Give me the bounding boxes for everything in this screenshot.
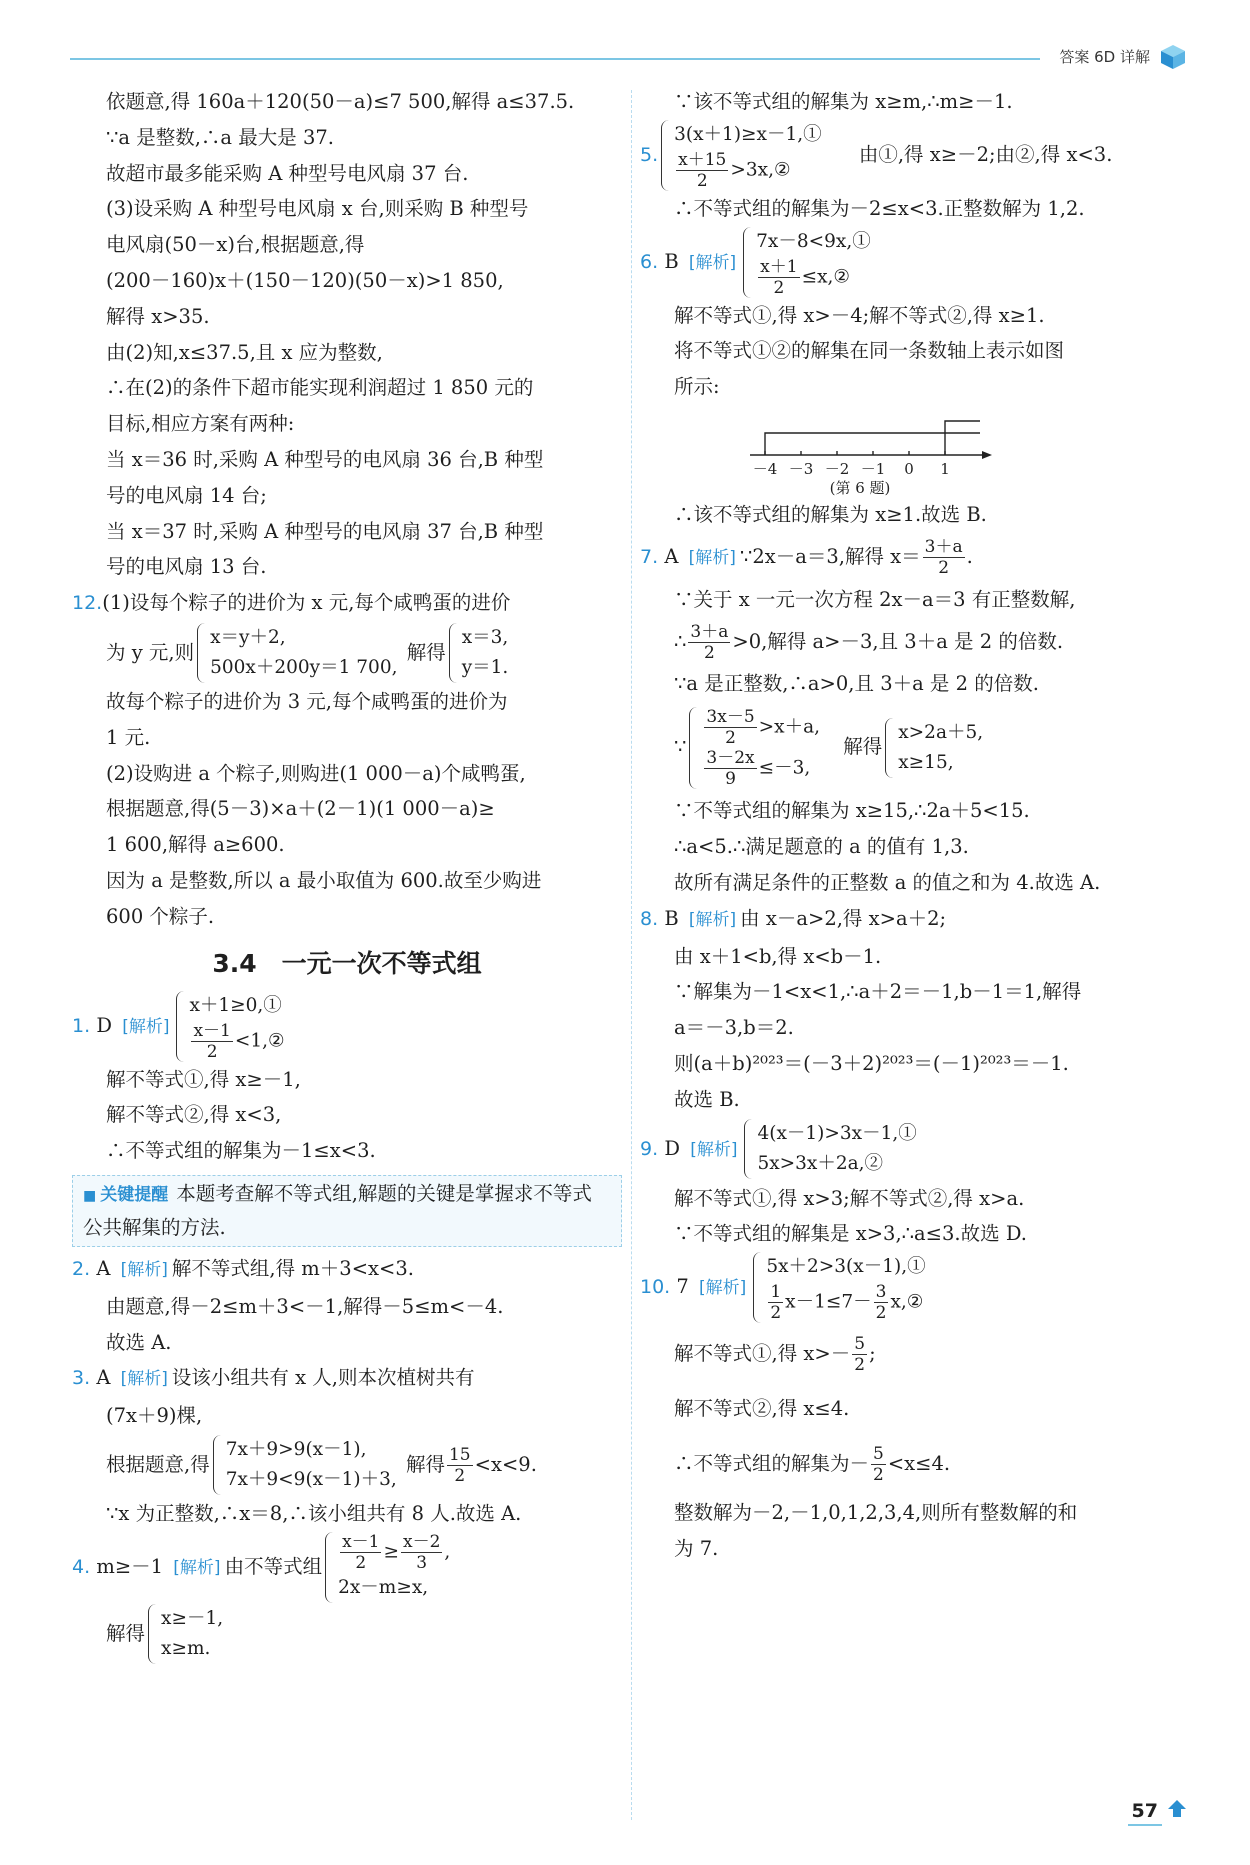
inequality-row: x≥15, — [898, 751, 954, 773]
header-rule — [70, 58, 1040, 60]
brace — [176, 991, 185, 1062]
question-number: 8. — [640, 907, 659, 930]
text-line: ∵解集为－1<x<1,∴a＋2＝－1,b－1＝1,解得 — [674, 980, 1082, 1004]
inequality-row: 5x＋2>3(x－1),① — [766, 1256, 926, 1278]
question-number: 12. — [72, 592, 103, 615]
fraction — [191, 1021, 232, 1062]
text-line: (3)设采购 A 种型号电风扇 x 台,则采购 B 种型号 — [106, 197, 529, 221]
right-column — [640, 84, 1205, 1567]
arrow-right-icon — [982, 451, 992, 459]
question-number: 3. — [72, 1367, 91, 1390]
fraction — [340, 1532, 381, 1573]
text-line: ∵关于 x 一元一次方程 2x－a＝3 有正整数解, — [674, 587, 1076, 611]
inequality-row — [766, 1282, 925, 1323]
text-line: (7x＋9)棵, — [106, 1404, 203, 1428]
numerator: 3＋a — [690, 621, 729, 642]
question-number: 2. — [72, 1257, 91, 1280]
q11-continuation — [72, 84, 622, 585]
brace — [449, 623, 458, 683]
answer-value: 7 — [676, 1275, 689, 1299]
inequality-system — [661, 120, 822, 191]
text-line: 所示: — [674, 375, 720, 399]
inequality-row: 7x＋9>9(x－1), — [225, 1439, 367, 1461]
text-line: 由题意,得－2≤m＋3<－1,解得－5≤m<－4. — [106, 1294, 504, 1318]
fraction — [852, 1334, 867, 1375]
question-3 — [72, 1360, 622, 1531]
denominator: 2 — [873, 1465, 884, 1486]
text-fragment: ≥ — [383, 1541, 399, 1563]
question-number: 6. — [640, 250, 659, 273]
text-fragment: 解得 — [405, 1452, 445, 1476]
answer-choice: B — [664, 906, 679, 930]
text-fragment: <1,② — [234, 1030, 285, 1052]
text-line: a＝－3,b＝2. — [674, 1016, 794, 1040]
text-line: ∵不等式组的解集为 x≥15,∴2a＋5<15. — [674, 799, 1030, 823]
analysis-tag: [解析] — [120, 1369, 168, 1390]
numerator: 5 — [873, 1444, 884, 1465]
brace — [148, 1604, 157, 1664]
inequality-system — [744, 1119, 916, 1179]
analysis-tag: [解析] — [688, 547, 736, 568]
answer-choice: A — [96, 1366, 111, 1390]
text-line: (1)设每个粽子的进价为 x 元,每个咸鸭蛋的进价 — [102, 591, 511, 615]
tick-label: －1 — [860, 459, 886, 478]
inequality-row — [702, 707, 820, 748]
answer-choice: A — [96, 1256, 111, 1280]
denominator: 2 — [938, 557, 950, 578]
numerator: 5 — [854, 1334, 866, 1355]
fraction — [676, 150, 728, 191]
text-line: 解不等式①,得 x≥－1, — [106, 1067, 301, 1091]
analysis-tag: [解析] — [122, 1016, 170, 1037]
text-fragment: ≤x,② — [801, 266, 850, 288]
text-line: ∵不等式组的解集是 x>3,∴a≤3.故选 D. — [674, 1222, 1027, 1246]
question-number: 5. — [640, 143, 659, 166]
fraction — [704, 707, 756, 748]
tick-label: －2 — [824, 459, 850, 478]
numerator: 3＋a — [924, 536, 963, 557]
brace — [743, 227, 752, 298]
key-tip-title: 关键提醒 — [100, 1184, 169, 1205]
numerator: x－2 — [403, 1531, 441, 1552]
question-number: 4. — [72, 1555, 91, 1578]
inequality-row: x≥－1, — [161, 1608, 224, 1630]
text-line: 解不等式②,得 x<3, — [106, 1103, 282, 1127]
fraction — [447, 1445, 473, 1486]
text-line: 当 x＝36 时,采购 A 种型号的电风扇 36 台,B 种型 — [106, 447, 544, 471]
denominator: 2 — [875, 1303, 887, 1324]
text-line: ∴不等式组的解集为－1≤x<3. — [106, 1139, 376, 1163]
question-9 — [640, 1118, 1205, 1253]
fraction — [768, 1282, 783, 1323]
analysis-tag: [解析] — [688, 909, 737, 930]
text-fragment: 由不等式组 — [224, 1554, 323, 1578]
numerator: 3－2x — [706, 747, 755, 768]
numerator: 1 — [770, 1282, 782, 1303]
tick-label: －4 — [752, 459, 778, 478]
text-fragment: x,② — [890, 1291, 924, 1313]
inequality-system — [743, 227, 871, 298]
text-fragment: 根据题意,得 — [106, 1452, 210, 1476]
question-6 — [640, 227, 1205, 533]
figure-caption: (第 6 题) — [829, 478, 891, 497]
fraction — [758, 257, 799, 298]
text-fragment: ∵ — [674, 735, 687, 759]
inequality-row — [189, 1021, 284, 1062]
inequality-system — [689, 707, 820, 789]
brace — [197, 623, 206, 683]
text-fragment: ∴不等式组的解集为－ — [674, 1452, 870, 1476]
denominator: 2 — [854, 1355, 866, 1376]
text-line: 600 个粽子. — [106, 904, 215, 928]
analysis-tag: [解析] — [120, 1259, 168, 1280]
tip-square-icon: ■ — [83, 1187, 97, 1204]
question-7 — [640, 533, 1205, 901]
inequality-row: 3(x＋1)≥x－1,① — [674, 123, 822, 145]
left-column — [72, 84, 622, 1665]
denominator: 2 — [696, 170, 708, 191]
question-number: 7. — [640, 545, 659, 568]
text-line: ∵该不等式组的解集为 x≥m,∴m≥－1. — [674, 90, 1013, 113]
text-line: 解得 x>35. — [106, 304, 210, 328]
solution-system — [148, 1604, 223, 1664]
text-fragment: ∴ — [674, 629, 687, 653]
text-fragment: 解不等式组,得 m＋3<x<3. — [171, 1256, 414, 1280]
page-arrow-icon — [1166, 1798, 1188, 1820]
text-line: 1 600,解得 a≥600. — [106, 833, 285, 857]
text-fragment: 设该小组共有 x 人,则本次植树共有 — [171, 1366, 475, 1390]
text-line: 根据题意,得(5－3)×a＋(2－1)(1 000－a)≥ — [106, 797, 495, 821]
denominator: 2 — [206, 1041, 218, 1062]
denominator: 2 — [773, 277, 785, 298]
text-line: 1 元. — [106, 725, 151, 749]
text-line: 由 x＋1<b,得 x<b－1. — [674, 944, 882, 968]
equation-system — [197, 623, 397, 683]
answer-choice: D — [664, 1136, 680, 1160]
brace — [689, 707, 698, 789]
answer-choice: B — [664, 249, 679, 273]
header-title: 答案 6D 详解 — [1051, 46, 1150, 67]
question-5 — [640, 120, 1205, 227]
text-line: 故超市最多能采购 A 种型号电风扇 37 台. — [106, 161, 469, 185]
brace — [744, 1119, 753, 1179]
inequality-row — [702, 748, 820, 789]
text-line: 号的电风扇 13 台. — [106, 555, 267, 579]
text-fragment: 解得 — [406, 640, 446, 664]
solution-system — [449, 623, 509, 683]
text-fragment: 由①,得 x≥－2;由②,得 x<3. — [858, 142, 1113, 166]
equation-row: y＝1. — [461, 657, 509, 679]
denominator: 2 — [770, 1303, 782, 1324]
denominator: 3 — [416, 1552, 428, 1573]
text-line: 解不等式①,得 x>－4;解不等式②,得 x≥1. — [674, 303, 1045, 327]
inequality-system — [753, 1252, 925, 1323]
question-8 — [640, 901, 1205, 1118]
inequality-row: 7x－8<9x,① — [756, 230, 871, 252]
numerator: 15 — [448, 1444, 471, 1465]
inequality-row: 4(x－1)>3x－1,① — [757, 1123, 917, 1145]
text-line: ∵x 为正整数,∴x＝8,∴该小组共有 8 人.故选 A. — [106, 1501, 522, 1525]
text-fragment: ; — [869, 1342, 876, 1366]
text-fragment: x－1≤7－ — [785, 1291, 872, 1313]
brace — [753, 1252, 762, 1323]
text-fragment: >x＋a, — [758, 716, 821, 738]
brace — [325, 1532, 334, 1603]
inequality-row: 7x＋9<9(x－1)＋3, — [225, 1469, 397, 1491]
key-tip-text: 本题考查解不等式组,解题的关键是掌握求不等式公共解集的方法. — [83, 1181, 592, 1239]
inequality-row: x＋1≥0,① — [189, 994, 282, 1016]
inequality-row: x≥m. — [161, 1638, 211, 1660]
solution-system — [885, 718, 983, 778]
tick-label: 0 — [904, 459, 914, 478]
text-line: (2)设购进 a 个粽子,则购进(1 000－a)个咸鸭蛋, — [106, 761, 526, 785]
numerator: x＋15 — [678, 149, 727, 170]
text-line: 故每个粽子的进价为 3 元,每个咸鸭蛋的进价为 — [106, 689, 508, 713]
text-fragment: 解得 — [843, 735, 883, 759]
equation-row: 500x＋200y＝1 700, — [210, 657, 398, 679]
fraction — [923, 537, 965, 578]
text-fragment: 由 x－a>2,得 x>a＋2; — [740, 906, 947, 930]
text-line: 由(2)知,x≤37.5,且 x 应为整数, — [106, 340, 383, 364]
text-line: ∵a 是正整数,∴a>0,且 3＋a 是 2 的倍数. — [674, 671, 1039, 695]
text-fragment: >0,解得 a>－3,且 3＋a 是 2 的倍数. — [732, 629, 1064, 653]
brace — [661, 120, 670, 191]
text-line: 故选 A. — [106, 1330, 172, 1354]
question-number: 10. — [640, 1276, 671, 1299]
text-fragment: , — [444, 1541, 451, 1563]
inequality-row — [338, 1532, 450, 1573]
text-fragment: <x≤4. — [887, 1452, 951, 1476]
inequality-system — [176, 991, 284, 1062]
equation-row: x＝y＋2, — [210, 627, 286, 649]
text-fragment: >3x,② — [730, 159, 791, 181]
answer-choice: D — [96, 1013, 112, 1037]
text-line: 将不等式①②的解集在同一条数轴上表示如图 — [674, 339, 1065, 363]
question-number: 9. — [640, 1137, 659, 1160]
text-line: (200－160)x＋(150－120)(50－x)>1 850, — [106, 268, 504, 292]
number-line-figure — [740, 413, 1000, 497]
tick-label: 1 — [940, 459, 950, 478]
text-line: ∴a<5.∴满足题意的 a 的值有 1,3. — [674, 835, 969, 859]
answer-value: m≥－1 — [96, 1554, 164, 1578]
answer-choice: A — [664, 544, 679, 568]
question-10 — [640, 1252, 1205, 1567]
denominator: 2 — [355, 1552, 367, 1573]
numerator: x－1 — [342, 1531, 380, 1552]
text-line: ∵a 是整数,∴a 最大是 37. — [106, 125, 334, 149]
text-line: 因为 a 是整数,所以 a 最小取值为 600.故至少购进 — [106, 868, 542, 892]
text-fragment: . — [966, 544, 973, 568]
question-1 — [72, 991, 622, 1169]
text-line: ∴不等式组的解集为－2≤x<3.正整数解为 1,2. — [674, 196, 1085, 220]
analysis-tag: [解析] — [688, 252, 737, 273]
denominator: 2 — [703, 642, 715, 663]
inequality-row — [756, 257, 871, 298]
solution-range-right — [945, 421, 980, 455]
tick-label: －3 — [788, 459, 814, 478]
inequality-system — [213, 1435, 397, 1495]
fraction — [871, 1444, 886, 1485]
inequality-system — [325, 1532, 450, 1603]
inequality-row: 5x>3x＋2a,② — [757, 1153, 884, 1175]
text-line: 故所有满足条件的正整数 a 的值之和为 4.故选 A. — [674, 870, 1101, 894]
brace — [213, 1435, 222, 1495]
denominator: 2 — [725, 727, 736, 748]
question-4 — [72, 1532, 622, 1665]
text-fragment: 解得 — [106, 1621, 146, 1645]
fraction — [704, 748, 756, 789]
inequality-row: 2x－m≥x, — [338, 1576, 429, 1598]
key-tip-box — [72, 1175, 622, 1247]
text-line: 为 7. — [674, 1536, 719, 1560]
text-fragment: ≤－3, — [758, 757, 811, 779]
brace — [885, 718, 894, 778]
page-number: 57 — [1128, 1800, 1162, 1826]
text-fragment: 为 y 元,则 — [106, 640, 195, 664]
equation-row: x＝3, — [461, 627, 509, 649]
text-line: 则(a＋b)²⁰²³＝(－3＋2)²⁰²³＝(－1)²⁰²³＝－1. — [674, 1051, 1069, 1075]
text-line: 故选 B. — [674, 1087, 740, 1111]
text-line: 号的电风扇 14 台; — [106, 483, 267, 507]
numerator: x＋1 — [760, 256, 798, 277]
text-line: 目标,相应方案有两种: — [106, 412, 295, 436]
text-fragment: 解不等式①,得 x>－ — [674, 1342, 851, 1366]
text-line: ∴在(2)的条件下超市能实现利润超过 1 850 元的 — [106, 376, 534, 400]
numerator: x－1 — [193, 1020, 231, 1041]
analysis-tag: [解析] — [699, 1278, 747, 1299]
text-line: 依题意,得 160a＋120(50－a)≤7 500,解得 a≤37.5. — [106, 90, 575, 113]
fraction — [401, 1532, 442, 1573]
question-12 — [72, 585, 622, 934]
text-fragment: <x<9. — [474, 1452, 537, 1476]
denominator: 2 — [454, 1465, 466, 1486]
analysis-tag: [解析] — [690, 1139, 738, 1160]
text-line: 解不等式②,得 x≤4. — [674, 1397, 850, 1421]
question-number: 1. — [72, 1014, 91, 1037]
text-line: 当 x＝37 时,采购 A 种型号的电风扇 37 台,B 种型 — [106, 519, 544, 543]
question-2 — [72, 1251, 622, 1360]
numerator: 3x－5 — [706, 706, 755, 727]
text-line: 整数解为－2,－1,0,1,2,3,4,则所有整数解的和 — [674, 1501, 1078, 1525]
denominator: 9 — [725, 768, 736, 789]
text-line: 解不等式①,得 x>3;解不等式②,得 x>a. — [674, 1186, 1025, 1210]
text-line: ∴该不等式组的解集为 x≥1.故选 B. — [674, 502, 987, 526]
numerator: 3 — [875, 1282, 887, 1303]
inequality-row: x>2a＋5, — [898, 721, 984, 743]
section-title: 3.4 一元一次不等式组 — [212, 948, 482, 978]
inequality-row — [674, 150, 822, 191]
text-line: 电风扇(50－x)台,根据题意,得 — [106, 233, 365, 257]
text-fragment: ∵2x－a＝3,解得 x＝ — [739, 544, 921, 568]
column-divider — [631, 90, 632, 1820]
analysis-tag: [解析] — [173, 1557, 221, 1578]
fraction — [874, 1282, 889, 1323]
fraction — [688, 622, 730, 663]
cube-logo-icon — [1158, 42, 1188, 72]
